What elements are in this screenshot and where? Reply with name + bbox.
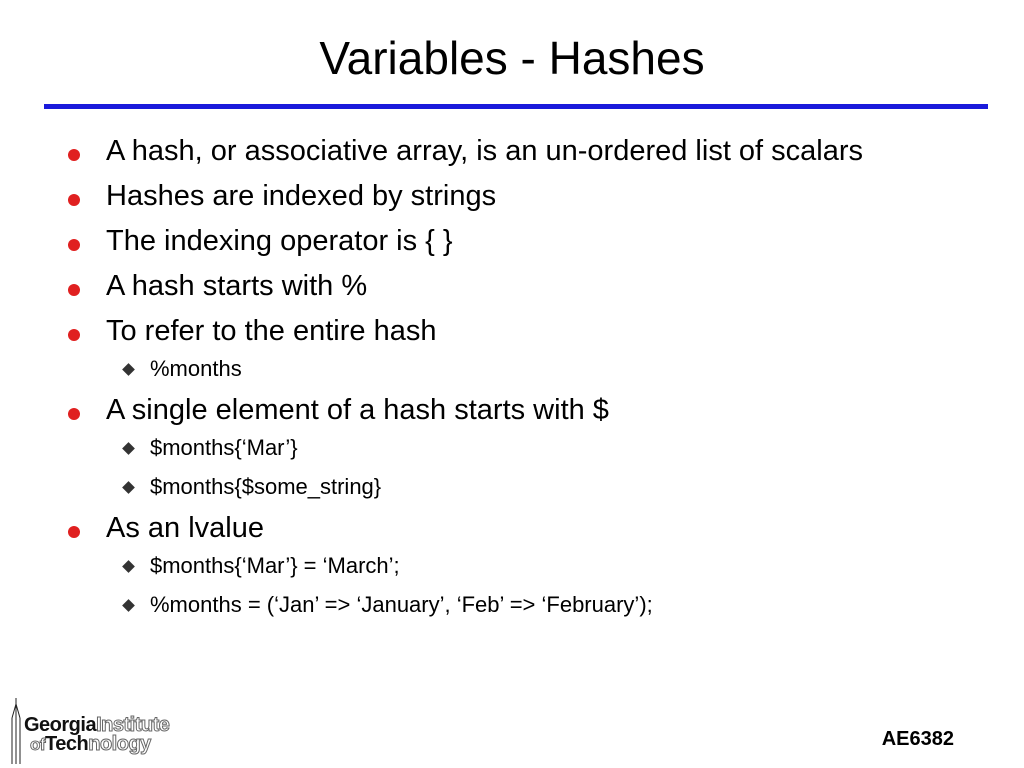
bullet-list <box>66 134 966 629</box>
bullet-dot-icon <box>68 194 80 206</box>
diamond-bullet-icon <box>122 599 135 612</box>
bullet-item <box>66 179 966 214</box>
bullet-dot-icon <box>68 149 80 161</box>
diamond-bullet-icon <box>122 363 135 376</box>
sub-bullet-item <box>106 355 966 383</box>
sub-bullet-text: $months{‘Mar’} <box>150 435 298 460</box>
bullet-dot-icon <box>68 239 80 251</box>
sub-bullet-item <box>106 591 966 619</box>
logo-text-georgia: Georgia <box>24 714 97 736</box>
sub-bullet-list <box>106 434 966 501</box>
bullet-dot-icon <box>68 284 80 296</box>
bullet-text: As an lvalue <box>106 512 264 544</box>
bullet-item <box>66 224 966 259</box>
sub-bullet-text: %months <box>150 356 242 381</box>
logo-text-tech: Tech <box>45 733 89 755</box>
bullet-text: Hashes are indexed by strings <box>106 180 497 212</box>
diamond-bullet-icon <box>122 442 135 455</box>
bullet-item <box>66 511 966 619</box>
course-code: AE6382 <box>881 728 954 750</box>
logo-text-institute: Institute <box>96 714 170 736</box>
logo-line-2 <box>30 733 151 756</box>
bullet-text: The indexing operator is { } <box>106 225 453 257</box>
bullet-dot-icon <box>68 408 80 420</box>
bullet-text: A hash starts with % <box>106 270 368 302</box>
slide-title: Variables - Hashes <box>319 32 705 84</box>
sub-bullet-list <box>106 552 966 619</box>
bullet-text: A single element of a hash starts with $ <box>106 394 609 426</box>
logo-text-of: of <box>30 735 46 754</box>
sub-bullet-text: $months{‘Mar’} = ‘March’; <box>150 553 400 578</box>
title-divider <box>44 104 988 109</box>
logo-text-nology: nology <box>88 733 151 755</box>
diamond-bullet-icon <box>122 481 135 494</box>
sub-bullet-item <box>106 552 966 580</box>
sub-bullet-item <box>106 434 966 462</box>
bullet-dot-icon <box>68 526 80 538</box>
bullet-item <box>66 269 966 304</box>
bullet-item <box>66 314 966 383</box>
georgia-tech-logo <box>8 698 218 764</box>
sub-bullet-item <box>106 473 966 501</box>
diamond-bullet-icon <box>122 560 135 573</box>
bullet-text: A hash, or associative array, is an un-ordered list of scalars <box>106 135 864 167</box>
bullet-item <box>66 393 966 501</box>
bullet-text: To refer to the entire hash <box>106 315 437 347</box>
sub-bullet-list <box>106 355 966 383</box>
bullet-item <box>66 134 966 169</box>
bullet-dot-icon <box>68 329 80 341</box>
sub-bullet-text: %months = (‘Jan’ => ‘January’, ‘Feb’ => ‘February’); <box>150 592 653 617</box>
tower-spire-icon <box>10 698 22 764</box>
sub-bullet-text: $months{$some_string} <box>150 474 382 499</box>
